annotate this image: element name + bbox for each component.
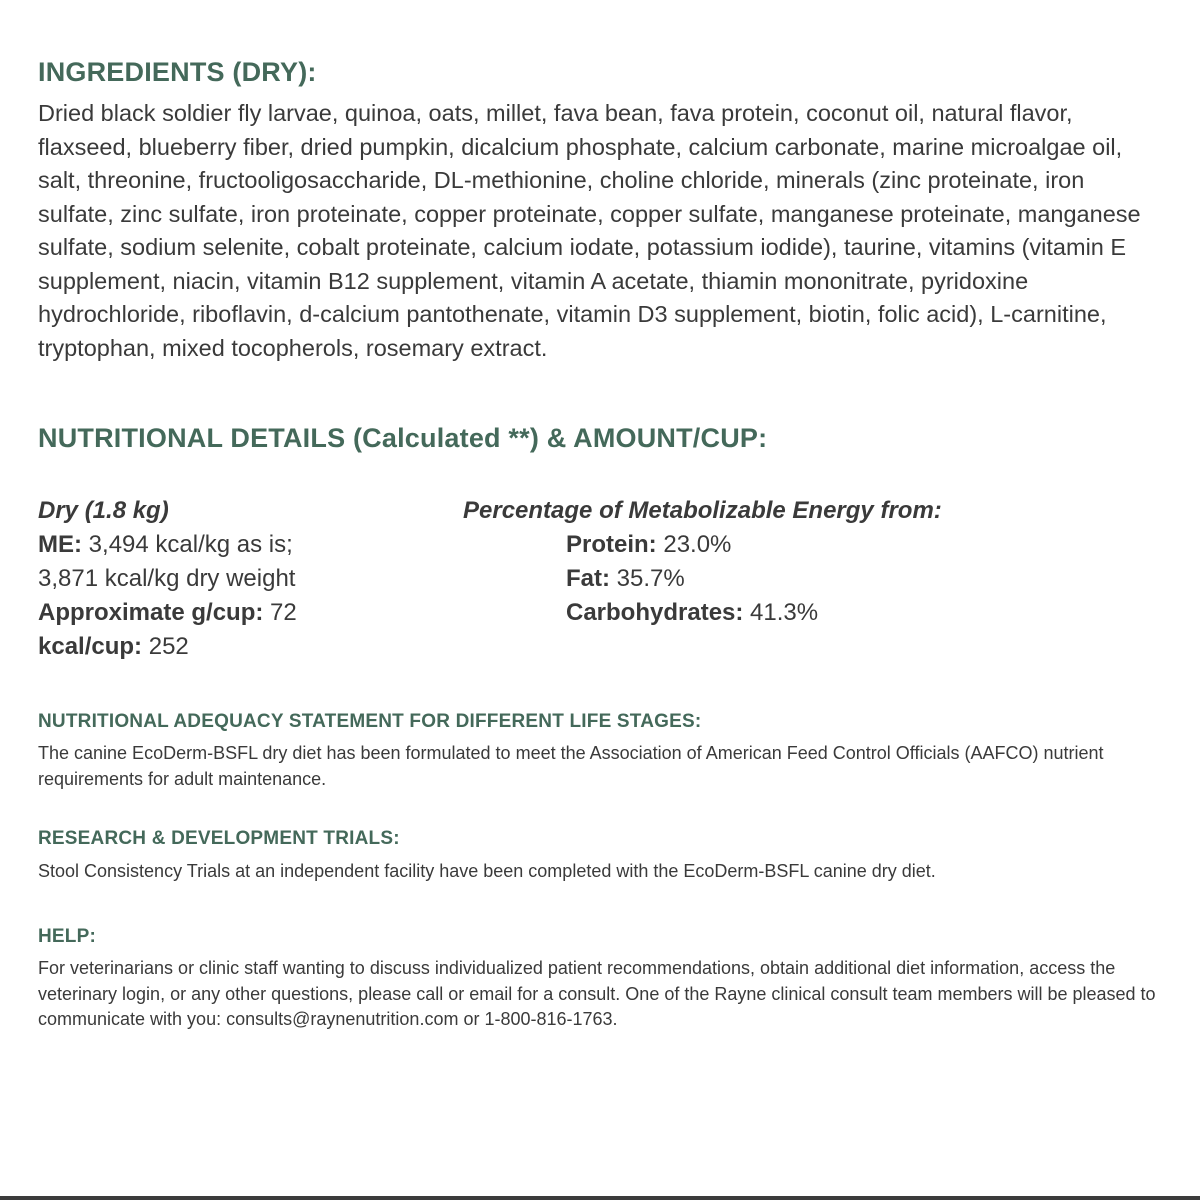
protein-row [463,528,1164,562]
grams-per-cup-label: Approximate g/cup: [38,598,264,626]
metabolizable-energy-column [463,494,1164,664]
protein-value: 23.0% [663,530,732,558]
fat-value: 35.7% [616,564,685,592]
bottom-edge-bar [0,1196,1200,1200]
me-label: ME: [38,530,82,558]
kcal-per-cup-label: kcal/cup: [38,632,143,660]
grams-per-cup-line [38,596,463,630]
dry-formula-title: Dry (1.8 kg) [38,496,169,524]
carbohydrates-value: 41.3% [750,598,819,626]
carbohydrates-row [463,596,1164,630]
research-trials-text: Stool Consistency Trials at an independent facility have been completed with the EcoDerm-BSFL canine dry diet. [38,861,936,882]
me-dry-weight-line: 3,871 kcal/kg dry weight [38,564,296,592]
dry-formula-column [38,494,463,664]
research-trials-section [38,827,1164,884]
help-section [38,925,1164,1033]
nutritional-details-heading: NUTRITIONAL DETAILS (Calculated **) & AMOUNT/CUP: [38,423,768,454]
grams-per-cup-value: 72 [270,598,297,626]
research-trials-heading: RESEARCH & DEVELOPMENT TRIALS: [38,828,400,850]
nutritional-details-section [38,422,1164,663]
kcal-per-cup-value: 252 [148,632,189,660]
me-value: 3,494 kcal/kg as is; [88,530,293,558]
metabolizable-energy-title: Percentage of Metabolizable Energy from: [463,496,942,524]
me-line [38,528,463,562]
nutrition-columns [38,494,1164,664]
ingredients-section [38,56,1164,365]
protein-label: Protein: [566,530,657,558]
carbohydrates-label: Carbohydrates: [566,598,744,626]
fat-label: Fat: [566,564,610,592]
kcal-per-cup-line [38,630,463,664]
ingredients-list-text: Dried black soldier fly larvae, quinoa, oats, millet, fava bean, fava protein, coconut oil, natural flavor, flaxseed, blueberry fiber, dried pumpkin, dicalcium phosphate, calcium carbonate, marine microalgae oil, salt, threonine, fructooligosaccharide, DL-methionine, choline chloride, minerals (zinc proteinate, iron sulfate, zinc sulfate, iron proteinate, copper proteinate, copper sulfate, manganese proteinate, manganese sulfate, sodium selenite, cobalt proteinate, calcium iodate, potassium iodide), taurine, vitamins (vitamin E supplement, niacin, vitamin B12 supplement, vitamin A acetate, thiamin mononitrate, pyridoxine hydrochloride, riboflavin, d-calcium pantothenate, vitamin D3 supplement, biotin, folic acid), L-carnitine, tryptophan, mixed tocopherols, rosemary extract. [38,100,1141,361]
ingredients-heading: INGREDIENTS (DRY): [38,57,317,87]
help-text: For veterinarians or clinic staff wanting to discuss individualized patient recommendations, obtain additional diet information, access the veterinary login, or any other questions, please call or email for a consult. One of the Rayne clinical consult team members will be pleased to communicate with you: consults@raynenutrition.com or 1-800-816-1763. [38,958,1156,1030]
adequacy-statement-heading: NUTRITIONAL ADEQUACY STATEMENT FOR DIFFERENT LIFE STAGES: [38,710,702,732]
help-heading: HELP: [38,925,96,947]
adequacy-statement-text: The canine EcoDerm-BSFL dry diet has been formulated to meet the Association of American Feed Control Officials (AAFCO) nutrient requirements for adult maintenance. [38,743,1104,789]
adequacy-statement-section [38,710,1164,793]
fat-row [463,562,1164,596]
